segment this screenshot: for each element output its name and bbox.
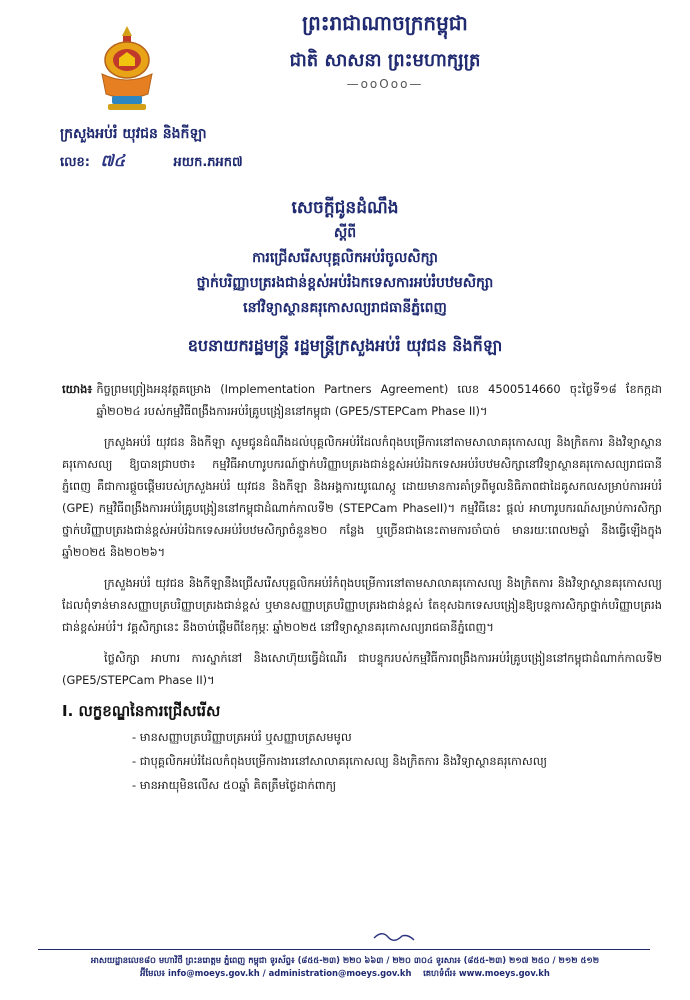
subject-label: ស្ដីពី — [333, 225, 357, 241]
body-paragraph-1: ក្រសួងអប់រំ យុវជន និងកីឡា សូមជូនដំណឹងដល់បុគ្គលិកអប់រំដែលកំពុងបម្រើការនៅតាមសាលាគរុកោសល្យ និងក្រិតការ និងវិទ្យាស្ថានគរុកោសល្យ ឱ្យបានជ្រាបថា៖ កម្មវិធីអាហារូបករណ៍ថ្នាក់បរិញ្ញាបត្ររងជាន់ខ្ពស់អប់រំឯកទេសអប់រំបឋមសិក្សានៅវិទ្យាស្ថានគរុកោសល្យរាជធានីភ្នំពេញ គឺជាការផ្ដួចផ្ដើមរបស់ក្រសួងអប់រំ យុវជន និងកីឡា និងអង្គការយូណេស្កូ ដោយមានការគាំទ្រពីមូលនិធិភាពជាដៃគូសកលសម្រាប់ការអប់រំ (GPE) កម្មវិធីពង្រឹងការអប់រំគ្រូបង្រៀននៅកម្ពុជាដំណាក់កាលទី២ (STEPCam PhaseII)។ កម្មវិធីនេះ ផ្ដល់ អាហារូបករណ៍សម្រាប់ការសិក្សាថ្នាក់បរិញ្ញាបត្ររងជាន់ខ្ពស់អប់រំឯកទេសអប់រំបឋមសិក្សាចំនួន២០ កន្លែង ឬច្រើនជាងនេះតាមការចាំបាច់ មានរយៈពេល២ឆ្នាំ នឹងធ្វើឡើងក្នុងឆ្នាំ២០២៥ និង២០២៦។ — [62, 435, 662, 559]
title-line-2: ថ្នាក់បរិញ្ញាបត្ររងជាន់ខ្ពស់អប់រំឯកទេសការអប់រំបឋមសិក្សា — [196, 275, 494, 291]
motto-ornament: —ooOoo— — [346, 77, 424, 91]
issuer-title: ឧបនាយករដ្ឋមន្ត្រី រដ្ឋមន្ត្រីក្រសួងអប់រំ យុវជន និងកីឡា — [187, 336, 503, 355]
criteria-item: - ជាបុគ្គលិកអប់រំដែលកំពុងបម្រើការងារនៅសាលាគរុកោសល្យ និងក្រិតការ និងវិទ្យាស្ថានគរុកោសល្យ — [132, 754, 547, 768]
footer-email[interactable]: info@moeys.gov.kh / administration@moeys.gov.kh — [168, 968, 412, 978]
document-titles — [0, 196, 690, 358]
initial-mark-icon — [372, 928, 416, 944]
ref-number: ៧៤ — [100, 151, 125, 170]
reference-paragraph — [62, 378, 662, 422]
website-label: គេហទំព័រ៖ — [423, 968, 456, 978]
reference-text: កិច្ចព្រមព្រៀងអនុវត្តគម្រោង (Implementation Partners Agreement) លេខ 4500514660 ចុះថ្ងៃទី១៨ ខែកក្កដា ឆ្នាំ២០២៤ របស់កម្មវិធីពង្រឹងការអប់រំគ្រូបង្រៀននៅកម្ពុជា (GPE5/STEPCam Phase II)។ — [96, 382, 662, 418]
document-body — [62, 378, 662, 798]
kingdom-title: ព្រះរាជាណាចក្រកម្ពុជា — [302, 11, 468, 35]
document-type: សេចក្ដីជូនដំណឹង — [291, 198, 399, 218]
footer-contacts — [20, 967, 670, 980]
ref-code: អយក.ភអក៧ — [173, 155, 243, 170]
footer-website[interactable]: www.moeys.gov.kh — [458, 968, 550, 978]
reference-number — [60, 150, 243, 174]
footer-divider — [38, 949, 650, 950]
title-line-1: ការជ្រើសរើសបុគ្គលិកអប់រំចូលសិក្សា — [252, 250, 438, 266]
body-paragraph-3: ថ្លៃសិក្សា អាហារ ការស្នាក់នៅ និងសោហ៊ុយធ្វើដំណើរ ជាបន្ទុករបស់កម្មវិធីការពង្រឹងការអប់រំគ្រូបង្រៀននៅកម្ពុជាដំណាក់កាលទី២ (GPE5/STEPCam Phase II)។ — [62, 651, 662, 687]
section-heading: I. លក្ខខណ្ឌនៃការជ្រើសរើស — [62, 702, 221, 720]
ministry-name: ក្រសួងអប់រំ យុវជន និងកីឡា — [60, 126, 207, 142]
footer-address: អាសយដ្ឋានលេខ៨០ មហាវិថី ព្រះនរោត្តម ភ្នំពេញ កម្ពុជា ទូរស័ព្ទ៖ (៨៥៥-២៣) ២២០ ៦៦៣ / ២២០ ៣០៤ ទូរសារ៖ (៨៥៥-២៣) ២១៧ ២៥០ / ២១២ ៥១២ — [90, 955, 600, 965]
document-footer — [20, 954, 670, 980]
national-motto: ជាតិ សាសនា ព្រះមហាក្សត្រ — [289, 50, 481, 71]
body-paragraph-2: ក្រសួងអប់រំ យុវជន និងកីឡានឹងជ្រើសរើសបុគ្គលិកអប់រំកំពុងបម្រើការនៅតាមសាលាគរុកោសល្យ និងក្រិតការ និងវិទ្យាស្ថានគរុកោសល្យ ដែលពុំទាន់មានសញ្ញាបត្របរិញ្ញាបត្ររងជាន់ខ្ពស់ ឬមានសញ្ញាបត្របរិញ្ញាបត្ររងជាន់ខ្ពស់ តែខុសឯកទេសបង្រៀនឱ្យបន្តការសិក្សាថ្នាក់បរិញ្ញាបត្ររងជាន់ខ្ពស់អប់រំ។ វគ្គសិក្សានេះ នឹងចាប់ផ្ដើមពីខែកុម្ភៈ ឆ្នាំ២០២៥ នៅវិទ្យាស្ថានគរុកោសល្យរាជធានីភ្នំពេញ។ — [62, 576, 662, 634]
criteria-item: - មានសញ្ញាបត្របរិញ្ញាបត្រអប់រំ ឬសញ្ញាបត្រសមមូល — [132, 730, 352, 744]
ministry-emblem-icon — [92, 22, 162, 114]
reference-label: យោង៖ — [62, 382, 93, 396]
email-label: អ៊ីមែល៖ — [140, 968, 166, 978]
criteria-item: - មានអាយុមិនលើស ៥០ឆ្នាំ គិតត្រឹមថ្ងៃដាក់ពាក្យ — [132, 778, 337, 792]
ref-label: លេខ: — [60, 155, 90, 170]
title-line-3: នៅវិទ្យាស្ថានគរុកោសល្យរាជធានីភ្នំពេញ — [243, 300, 447, 316]
